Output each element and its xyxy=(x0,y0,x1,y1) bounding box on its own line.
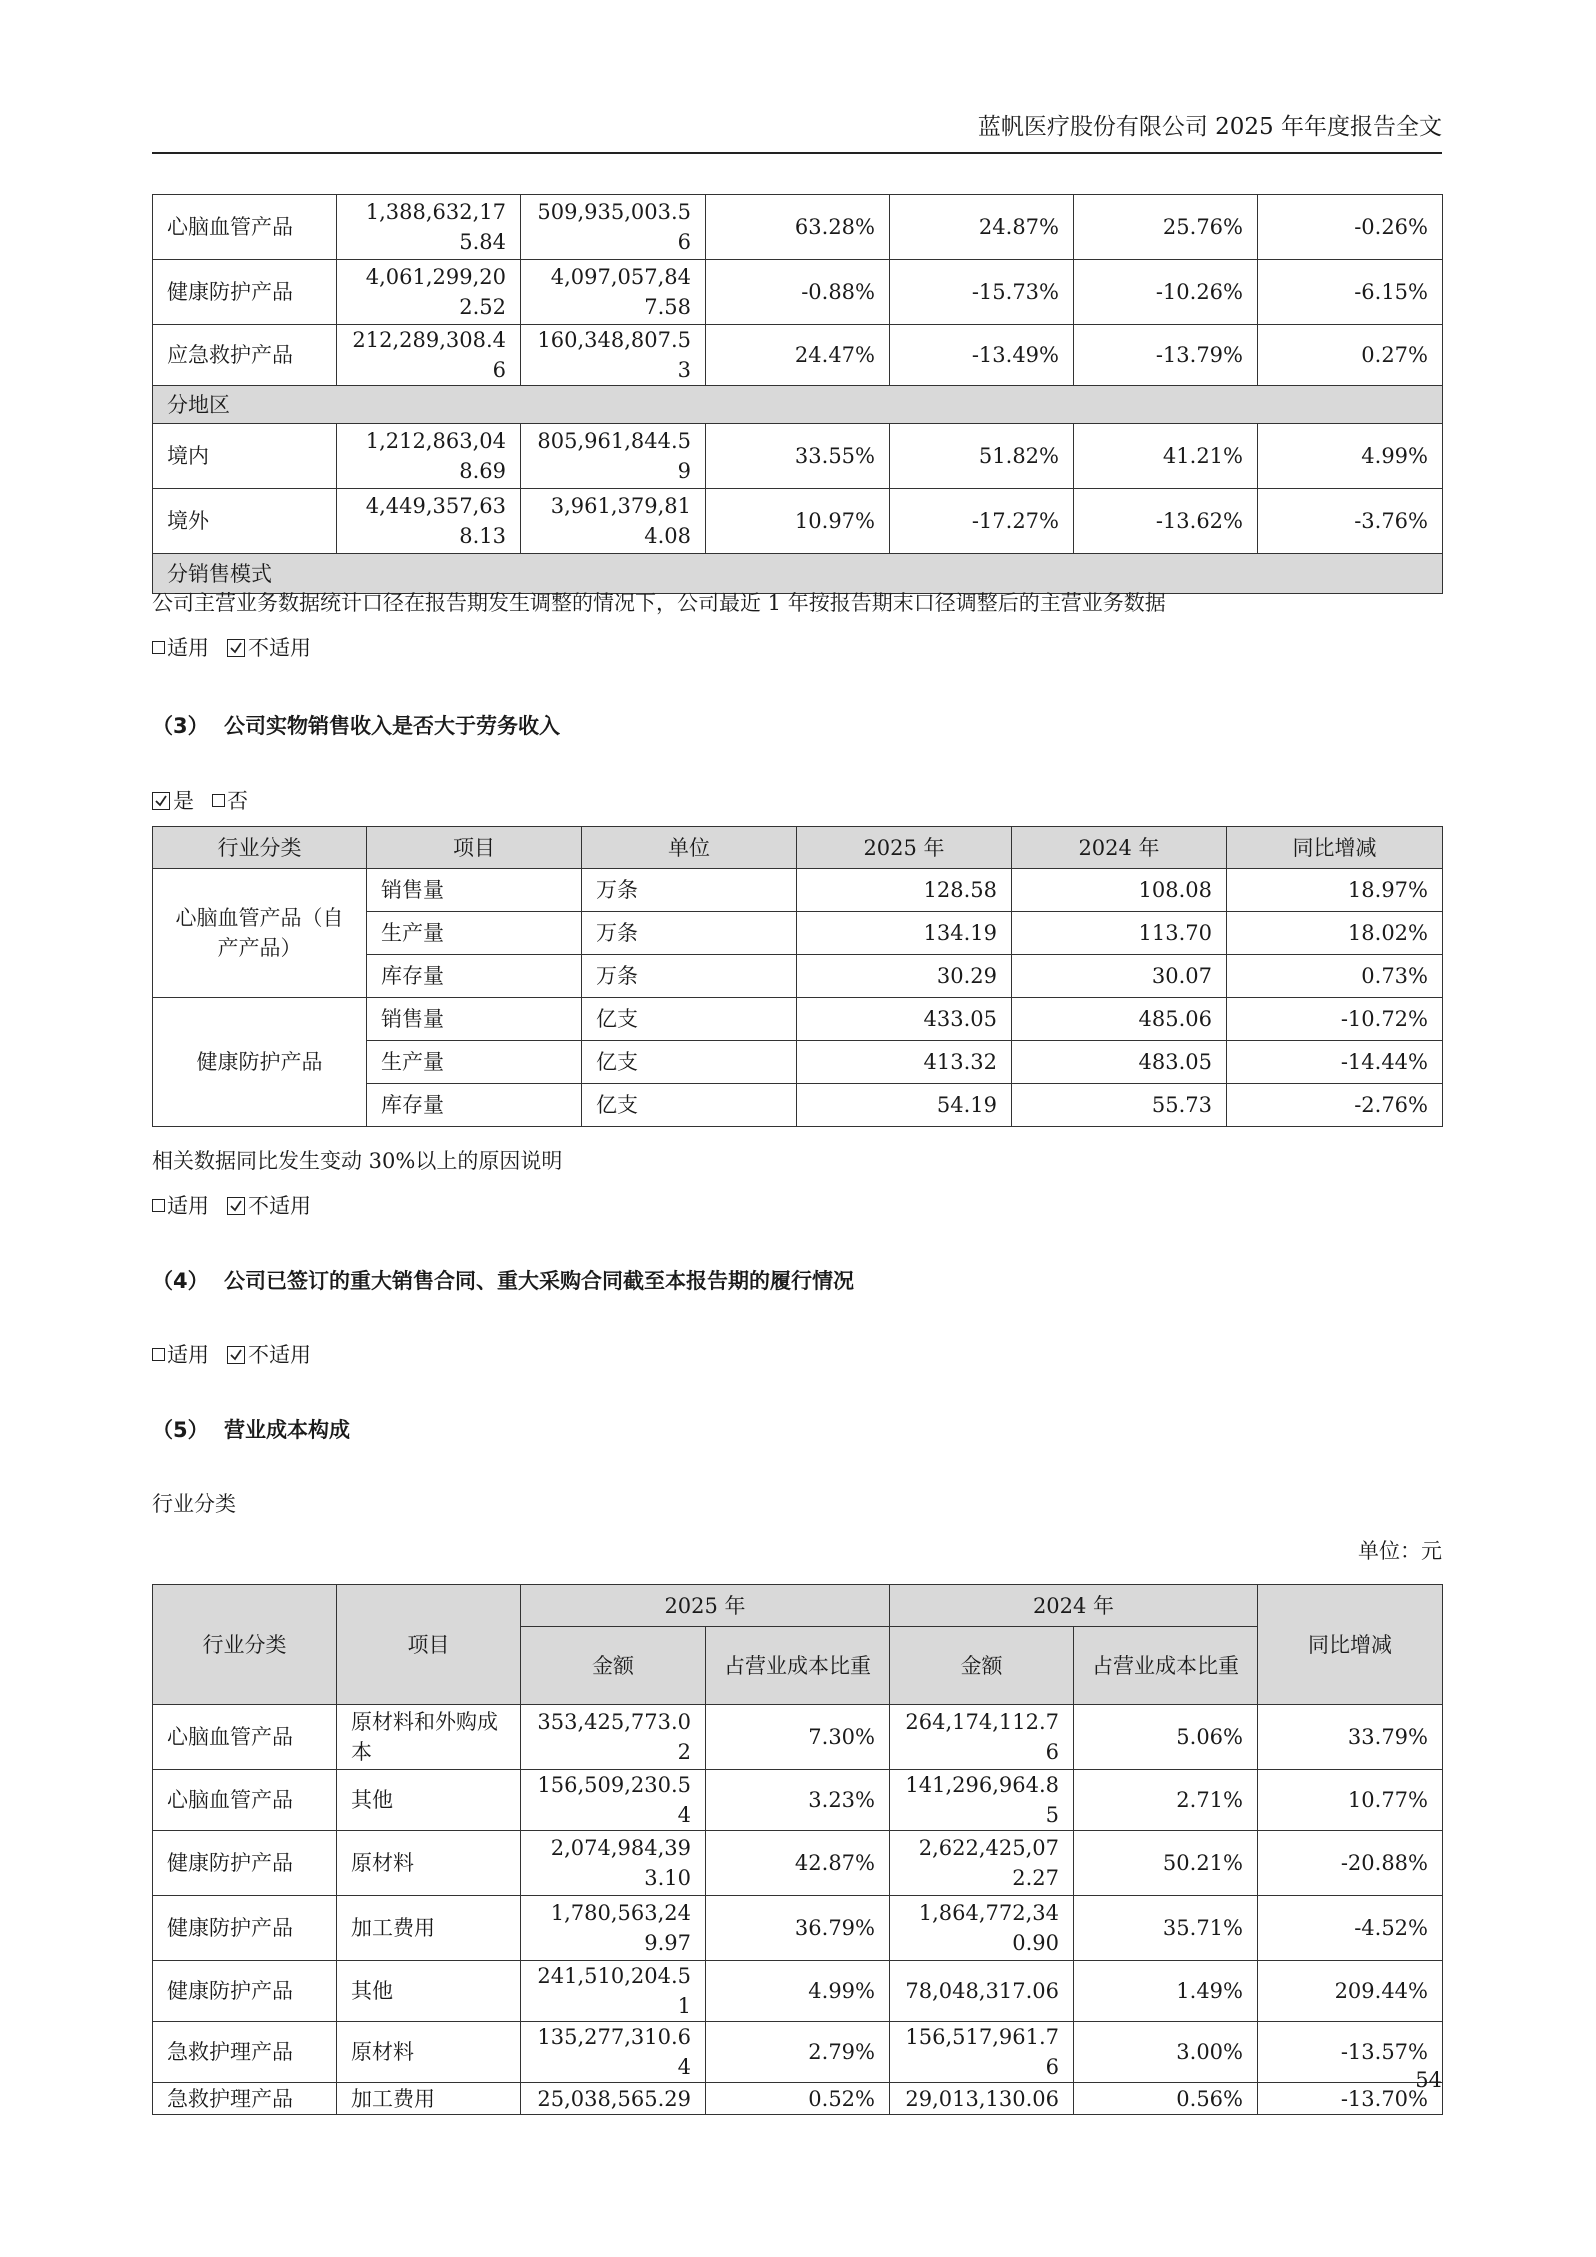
section-row-region xyxy=(153,386,1443,424)
cell: -2.76% xyxy=(1227,1084,1443,1127)
column-header: 行业分类 xyxy=(153,827,367,869)
cell: 万条 xyxy=(582,869,797,912)
section-title: 公司已签订的重大销售合同、重大采购合同截至本报告期的履行情况 xyxy=(224,1269,854,1293)
section-4-heading xyxy=(152,1266,854,1296)
cell: 急救护理产品 xyxy=(153,2022,337,2083)
cell: 5.06% xyxy=(1074,1705,1258,1770)
cell: 241,510,204.51 xyxy=(521,1961,706,2022)
section-5-heading xyxy=(152,1415,350,1445)
column-header: 2025 年 xyxy=(521,1585,890,1627)
cell: 42.87% xyxy=(706,1831,890,1896)
cell: 生产量 xyxy=(367,912,582,955)
main-business-table xyxy=(152,194,1443,594)
table-row xyxy=(153,1896,1443,1961)
cell: 健康防护产品 xyxy=(153,1961,337,2022)
cell: -3.76% xyxy=(1258,489,1443,554)
cell: 25,038,565.29 xyxy=(521,2083,706,2115)
cell: 134.19 xyxy=(797,912,1012,955)
cell: 其他 xyxy=(337,1770,521,1831)
yes-no-options xyxy=(152,786,248,816)
checkbox-checked-icon xyxy=(152,792,170,810)
option-label: 是 xyxy=(173,789,194,813)
cell: 18.97% xyxy=(1227,869,1443,912)
cell: 10.77% xyxy=(1258,1770,1443,1831)
checkbox-unchecked-icon xyxy=(212,794,225,807)
section-3-heading xyxy=(152,711,560,741)
unit-label: 单位：元 xyxy=(1358,1539,1442,1563)
cell: 4,097,057,847.58 xyxy=(521,260,706,325)
cell: 18.02% xyxy=(1227,912,1443,955)
section-label: 分销售模式 xyxy=(153,554,1443,594)
cell: -6.15% xyxy=(1258,260,1443,325)
column-header: 2025 年 xyxy=(797,827,1012,869)
cell: -0.88% xyxy=(706,260,890,325)
industry-classification-label: 行业分类 xyxy=(152,1492,236,1516)
cell: 库存量 xyxy=(367,1084,582,1127)
cell: 141,296,964.85 xyxy=(890,1770,1074,1831)
cell: 50.21% xyxy=(1074,1831,1258,1896)
checkbox-checked-icon xyxy=(227,1346,245,1364)
cell: -17.27% xyxy=(890,489,1074,554)
section-title: 公司实物销售收入是否大于劳务收入 xyxy=(224,714,560,738)
cell: 51.82% xyxy=(890,424,1074,489)
option-label: 不适用 xyxy=(248,1194,311,1218)
column-header: 同比增减 xyxy=(1227,827,1443,869)
cell: 7.30% xyxy=(706,1705,890,1770)
cell: -10.26% xyxy=(1074,260,1258,325)
cell: 509,935,003.56 xyxy=(521,195,706,260)
cell: 805,961,844.59 xyxy=(521,424,706,489)
table-row xyxy=(153,1961,1443,2022)
cell: 128.58 xyxy=(797,869,1012,912)
cell: 135,277,310.64 xyxy=(521,2022,706,2083)
column-header: 单位 xyxy=(582,827,797,869)
cell: 4.99% xyxy=(1258,424,1443,489)
column-header: 同比增减 xyxy=(1258,1585,1443,1705)
cell: 433.05 xyxy=(797,998,1012,1041)
checkbox-unchecked-icon xyxy=(152,1348,165,1361)
cell: 156,517,961.76 xyxy=(890,2022,1074,2083)
cell: 1,864,772,340.90 xyxy=(890,1896,1074,1961)
cell: 3.00% xyxy=(1074,2022,1258,2083)
row-label: 应急救护产品 xyxy=(153,325,337,386)
cell: 10.97% xyxy=(706,489,890,554)
cell: 24.47% xyxy=(706,325,890,386)
cell: 急救护理产品 xyxy=(153,2083,337,2115)
section-label: 分地区 xyxy=(153,386,1443,424)
cell: 1,780,563,249.97 xyxy=(521,1896,706,1961)
cell: 亿支 xyxy=(582,1041,797,1084)
cell: 209.44% xyxy=(1258,1961,1443,2022)
column-header: 行业分类 xyxy=(153,1585,337,1705)
table-row xyxy=(153,1705,1443,1770)
column-header: 占营业成本比重 xyxy=(706,1627,890,1705)
applicability-options-3 xyxy=(152,1340,311,1370)
table-row xyxy=(153,1831,1443,1896)
column-header: 金额 xyxy=(890,1627,1074,1705)
cell: 485.06 xyxy=(1012,998,1227,1041)
cell: 25.76% xyxy=(1074,195,1258,260)
cell: -20.88% xyxy=(1258,1831,1443,1896)
cell: 353,425,773.02 xyxy=(521,1705,706,1770)
table-row xyxy=(153,489,1443,554)
cell: 加工费用 xyxy=(337,2083,521,2115)
cell: 1,212,863,048.69 xyxy=(337,424,521,489)
cell: -10.72% xyxy=(1227,998,1443,1041)
table-row xyxy=(153,424,1443,489)
section-number: （4） xyxy=(152,1269,209,1293)
cell: 0.56% xyxy=(1074,2083,1258,2115)
cell: 2.79% xyxy=(706,2022,890,2083)
option-label: 适用 xyxy=(167,1343,209,1367)
cell: 2.71% xyxy=(1074,1770,1258,1831)
cell: 加工费用 xyxy=(337,1896,521,1961)
cell: 库存量 xyxy=(367,955,582,998)
cell: 33.79% xyxy=(1258,1705,1443,1770)
cell: 4.99% xyxy=(706,1961,890,2022)
section-number: （3） xyxy=(152,714,209,738)
cell: 2,074,984,393.10 xyxy=(521,1831,706,1896)
cell: 0.52% xyxy=(706,2083,890,2115)
column-header: 占营业成本比重 xyxy=(1074,1627,1258,1705)
cell: 2,622,425,072.27 xyxy=(890,1831,1074,1896)
checkbox-unchecked-icon xyxy=(152,641,165,654)
option-label: 适用 xyxy=(167,636,209,660)
section-title: 营业成本构成 xyxy=(224,1418,350,1442)
cell: 0.27% xyxy=(1258,325,1443,386)
table-header-row xyxy=(153,827,1443,869)
cell: 55.73 xyxy=(1012,1084,1227,1127)
cell: 生产量 xyxy=(367,1041,582,1084)
cell: -13.49% xyxy=(890,325,1074,386)
cell: 1,388,632,175.84 xyxy=(337,195,521,260)
cell: 413.32 xyxy=(797,1041,1012,1084)
row-label: 境内 xyxy=(153,424,337,489)
cell: 160,348,807.53 xyxy=(521,325,706,386)
cell: 心脑血管产品 xyxy=(153,1770,337,1831)
change-reason-note: 相关数据同比发生变动 30%以上的原因说明 xyxy=(152,1149,563,1173)
column-header: 项目 xyxy=(337,1585,521,1705)
cell: 4,449,357,638.13 xyxy=(337,489,521,554)
cell: 0.73% xyxy=(1227,955,1443,998)
cell: 销售量 xyxy=(367,998,582,1041)
cell: -4.52% xyxy=(1258,1896,1443,1961)
cell: 其他 xyxy=(337,1961,521,2022)
cell: 156,509,230.54 xyxy=(521,1770,706,1831)
section-number: （5） xyxy=(152,1418,209,1442)
cell: 30.29 xyxy=(797,955,1012,998)
table-row xyxy=(153,998,1443,1041)
cell: 35.71% xyxy=(1074,1896,1258,1961)
table-row xyxy=(153,325,1443,386)
column-header: 2024 年 xyxy=(890,1585,1258,1627)
cell: 万条 xyxy=(582,955,797,998)
physical-sales-table xyxy=(152,826,1443,1127)
cell: 264,174,112.76 xyxy=(890,1705,1074,1770)
column-header: 金额 xyxy=(521,1627,706,1705)
row-label: 境外 xyxy=(153,489,337,554)
cell: 29,013,130.06 xyxy=(890,2083,1074,2115)
cell: 63.28% xyxy=(706,195,890,260)
table-row xyxy=(153,2083,1443,2115)
cell: 万条 xyxy=(582,912,797,955)
option-label: 适用 xyxy=(167,1194,209,1218)
applicability-options-2 xyxy=(152,1191,311,1221)
table-row xyxy=(153,869,1443,912)
cell: 健康防护产品 xyxy=(153,1831,337,1896)
cell: 亿支 xyxy=(582,1084,797,1127)
checkbox-checked-icon xyxy=(227,639,245,657)
cell: -13.62% xyxy=(1074,489,1258,554)
cell: 36.79% xyxy=(706,1896,890,1961)
column-header: 项目 xyxy=(367,827,582,869)
cell: 78,048,317.06 xyxy=(890,1961,1074,2022)
adjusted-data-note: 公司主营业务数据统计口径在报告期发生调整的情况下，公司最近 1 年按报告期末口径调整后的主营业务数据 xyxy=(152,591,1166,615)
cell: 30.07 xyxy=(1012,955,1227,998)
table-row xyxy=(153,2022,1443,2083)
column-header: 2024 年 xyxy=(1012,827,1227,869)
cell: 销售量 xyxy=(367,869,582,912)
cell: 54.19 xyxy=(797,1084,1012,1127)
applicability-options-1 xyxy=(152,633,311,663)
row-label: 健康防护产品 xyxy=(153,260,337,325)
cell: 41.21% xyxy=(1074,424,1258,489)
cell: -13.79% xyxy=(1074,325,1258,386)
cell: 108.08 xyxy=(1012,869,1227,912)
header-rule xyxy=(152,152,1442,154)
cell: 原材料 xyxy=(337,2022,521,2083)
cell: 33.55% xyxy=(706,424,890,489)
cell: -15.73% xyxy=(890,260,1074,325)
cell: 亿支 xyxy=(582,998,797,1041)
cell: 4,061,299,202.52 xyxy=(337,260,521,325)
cell: 原材料和外购成本 xyxy=(337,1705,521,1770)
cell: -13.57% xyxy=(1258,2022,1443,2083)
option-label: 不适用 xyxy=(248,636,311,660)
option-label: 否 xyxy=(227,789,248,813)
cell: -0.26% xyxy=(1258,195,1443,260)
row-label: 心脑血管产品 xyxy=(153,195,337,260)
page-header: 蓝帆医疗股份有限公司 2025 年年度报告全文 xyxy=(977,114,1442,140)
cell: -13.70% xyxy=(1258,2083,1443,2115)
cell: 3.23% xyxy=(706,1770,890,1831)
category-cell: 心脑血管产品（自产产品） xyxy=(153,869,367,998)
table-row xyxy=(153,260,1443,325)
cell: 1.49% xyxy=(1074,1961,1258,2022)
cell: 212,289,308.46 xyxy=(337,325,521,386)
option-label: 不适用 xyxy=(248,1343,311,1367)
cell: 心脑血管产品 xyxy=(153,1705,337,1770)
cell: 健康防护产品 xyxy=(153,1896,337,1961)
table-header-row xyxy=(153,1585,1443,1627)
table-row xyxy=(153,195,1443,260)
checkbox-unchecked-icon xyxy=(152,1199,165,1212)
cell: 3,961,379,814.08 xyxy=(521,489,706,554)
table-row xyxy=(153,1770,1443,1831)
checkbox-checked-icon xyxy=(227,1197,245,1215)
page-number: 54 xyxy=(1415,2068,1442,2092)
cell: 24.87% xyxy=(890,195,1074,260)
cost-composition-table xyxy=(152,1584,1443,2115)
cell: 113.70 xyxy=(1012,912,1227,955)
category-cell: 健康防护产品 xyxy=(153,998,367,1127)
cell: -14.44% xyxy=(1227,1041,1443,1084)
cell: 原材料 xyxy=(337,1831,521,1896)
cell: 483.05 xyxy=(1012,1041,1227,1084)
